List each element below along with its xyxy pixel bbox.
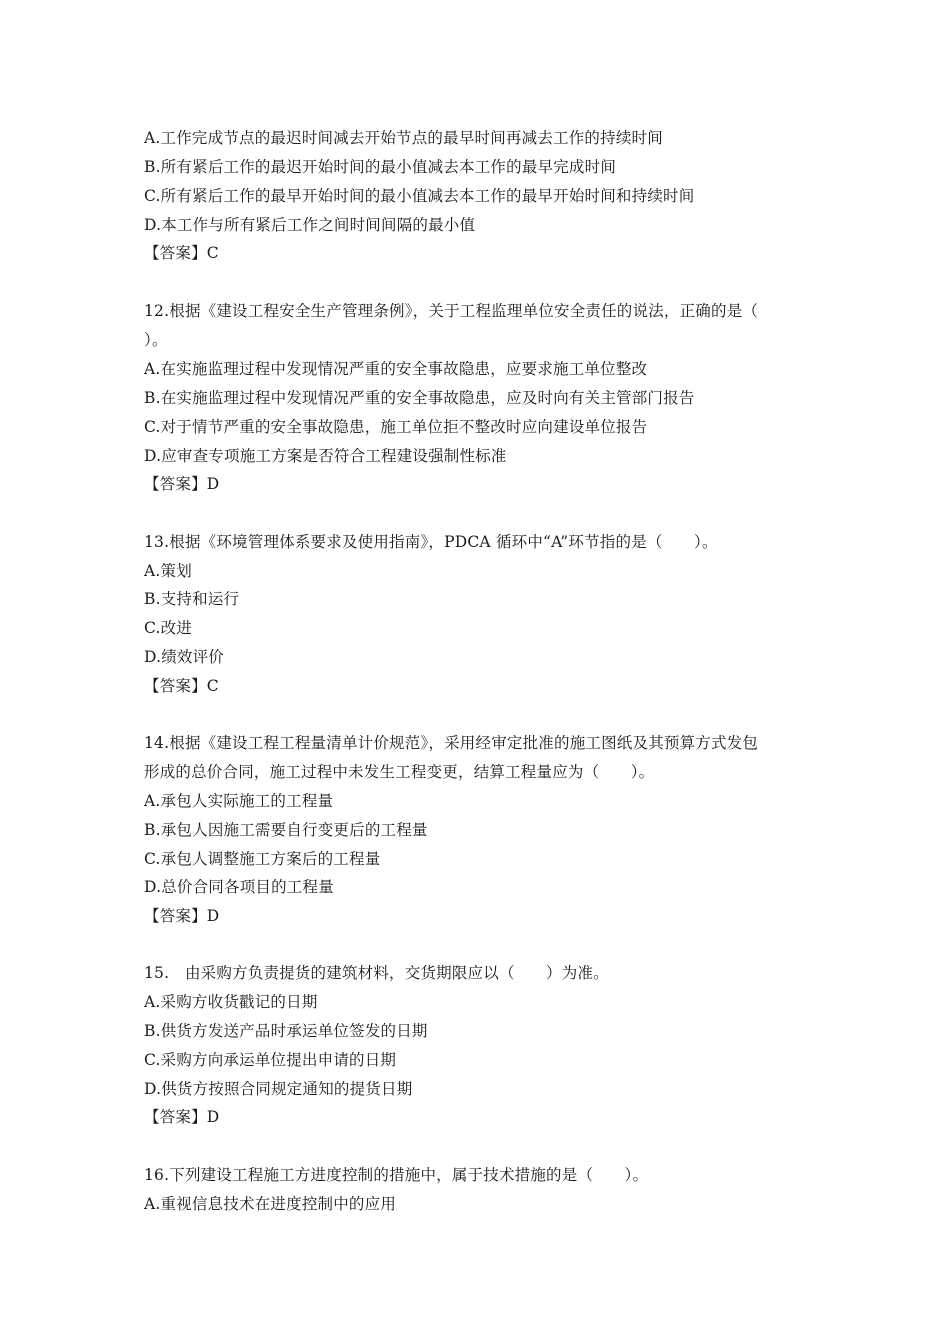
q14-option-a: A.承包人实际施工的工程量 — [144, 792, 334, 810]
q12-option-b: B.在实施监理过程中发现情况严重的安全事故隐患，应及时向有关主管部门报告 — [144, 389, 695, 407]
q12-stem-line-2: ）。 — [144, 331, 168, 349]
q12-answer: 【答案】D — [144, 475, 220, 493]
q13-option-d: D.绩效评价 — [144, 648, 225, 666]
q14-option-b: B.承包人因施工需要自行变更后的工程量 — [144, 821, 428, 839]
q16-stem-line-1: 16.下列建设工程施工方进度控制的措施中，属于技术措施的是（ ）。 — [144, 1166, 649, 1184]
q12-stem-line-1: 12.根据《建设工程安全生产管理条例》，关于工程监理单位安全责任的说法，正确的是（ — [144, 302, 759, 320]
q16-option-a: A.重视信息技术在进度控制中的应用 — [144, 1195, 397, 1213]
q13-option-a: A.策划 — [144, 562, 192, 580]
q12-option-c: C.对于情节严重的安全事故隐患，施工单位拒不整改时应向建设单位报告 — [144, 418, 648, 436]
q14-stem-line-1: 14.根据《建设工程工程量清单计价规范》，采用经审定批准的施工图纸及其预算方式发包 — [144, 734, 759, 752]
q15-option-c: C.采购方向承运单位提出申请的日期 — [144, 1051, 397, 1069]
q13-option-c: C.改进 — [144, 619, 193, 637]
q15-option-a: A.采购方收货戳记的日期 — [144, 993, 318, 1011]
q14-option-c: C.承包人调整施工方案后的工程量 — [144, 850, 381, 868]
q13-answer: 【答案】C — [144, 677, 219, 695]
q11-option-d: D.本工作与所有紧后工作之间时间间隔的最小值 — [144, 216, 476, 234]
q11-answer: 【答案】C — [144, 244, 219, 262]
q13-stem-line-1: 13.根据《环境管理体系要求及使用指南》，PDCA 循环中“A”环节指的是（ ）。 — [144, 533, 718, 551]
q11-option-c: C.所有紧后工作的最早开始时间的最小值减去本工作的最早开始时间和持续时间 — [144, 187, 695, 205]
q15-option-b: B.供货方发送产品时承运单位签发的日期 — [144, 1022, 428, 1040]
q14-option-d: D.总价合同各项目的工程量 — [144, 878, 334, 896]
q11-option-a: A.工作完成节点的最迟时间减去开始节点的最早时间再减去工作的持续时间 — [144, 129, 663, 147]
q13-option-b: B.支持和运行 — [144, 590, 240, 608]
q12-option-d: D.应审查专项施工方案是否符合工程建设强制性标准 — [144, 447, 507, 465]
q12-option-a: A.在实施监理过程中发现情况严重的安全事故隐患，应要求施工单位整改 — [144, 360, 648, 378]
q14-stem-line-2: 形成的总价合同，施工过程中未发生工程变更，结算工程量应为（ ）。 — [144, 763, 655, 781]
q15-stem-line-1: 15. 由采购方负责提货的建筑材料，交货期限应以（ ）为准。 — [144, 964, 609, 982]
q15-answer: 【答案】D — [144, 1108, 220, 1126]
q14-answer: 【答案】D — [144, 907, 220, 925]
q11-option-b: B.所有紧后工作的最迟开始时间的最小值减去本工作的最早完成时间 — [144, 158, 617, 176]
q15-option-d: D.供货方按照合同规定通知的提货日期 — [144, 1080, 413, 1098]
